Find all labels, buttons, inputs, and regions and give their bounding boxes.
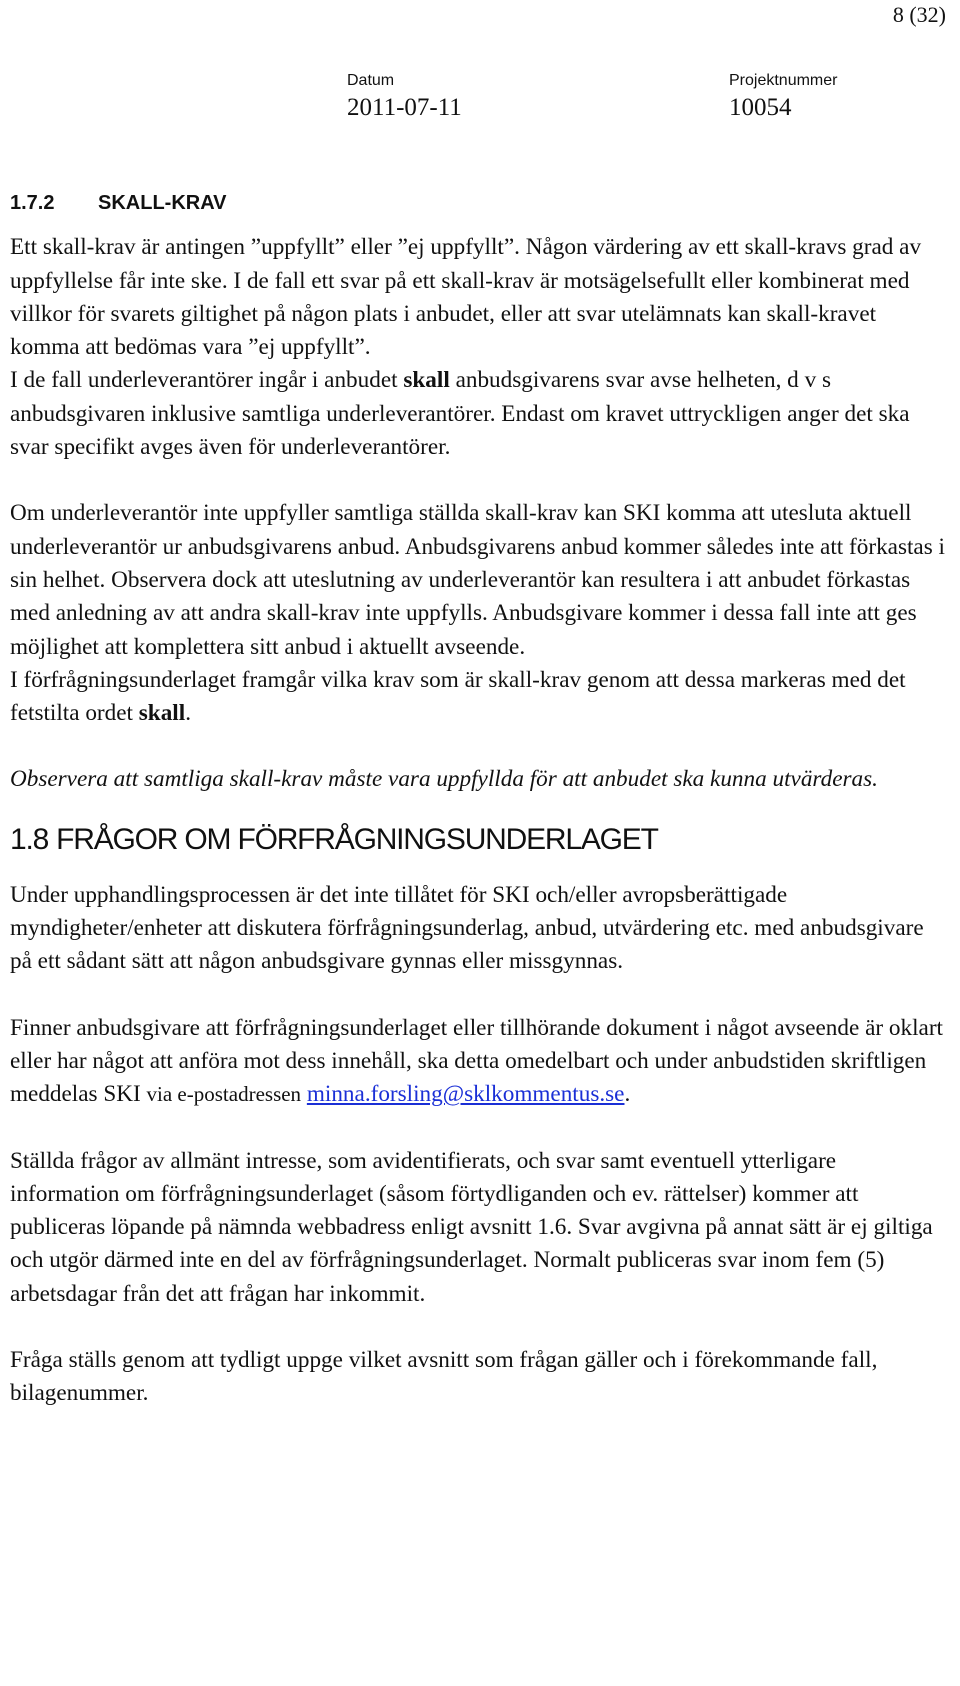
email-link[interactable]: minna.forsling@sklkommentus.se bbox=[306, 1081, 625, 1108]
project-number-value: 10054 bbox=[729, 94, 792, 121]
italic-note: Observera att samtliga skall-krav måste vara uppfyllda för att anbudet ska kunna utvärderas. bbox=[10, 766, 878, 793]
paragraph-text: anbudsgivarens svar avse helheten, d v s anbudsgivaren inklusive samtliga underleverantörer. Endast om kravet uttryckligen anger det ska svar specifikt avges även för underleverantörer. bbox=[10, 367, 910, 461]
paragraph-text: I förfrågningsunderlaget framgår vilka krav som är skall-krav genom att dessa markeras med det fetstilta ordet bbox=[10, 666, 906, 727]
section-heading-fragor bbox=[10, 821, 945, 859]
project-number-block bbox=[729, 72, 837, 122]
document-body bbox=[10, 187, 945, 1411]
bold-keyword: skall bbox=[403, 367, 450, 394]
date-value: 2011-07-11 bbox=[347, 94, 462, 121]
paragraph: Om underleverantör inte uppfyller samtliga ställda skall-krav kan SKI komma att utesluta aktuell underleverantör ur anbudsgivarens anbud. Anbudsgivarens anbud kommer således inte att förkastas i sin helhet. Observera dock att uteslutning av underleverantör kan resultera i att anbudet förkastas med anledning av att andra skall-krav inte uppfylls. Anbudsgivare kommer i dessa fall inte att ges möjlighet att komplettera sitt anbud i aktuellt avseende. bbox=[10, 500, 945, 660]
paragraph bbox=[10, 364, 945, 464]
paragraph: Ställda frågor av allmänt intresse, som avidentifierats, och svar samt eventuell ytterligare information om förfrågningsunderlaget (såsom förtydliganden och ev. rättelser) kommer att publiceras löpande på nämnda webbadress enligt avsnitt 1.6. Svar avgivna på annat sätt är ej giltiga och utgör därmed inte en del av förfrågningsunderlaget. Normalt publiceras svar inom fem (5) arbetsdagar från det att frågan har inkommit. bbox=[10, 1147, 933, 1307]
date-label: Datum bbox=[347, 72, 395, 89]
paragraph bbox=[10, 664, 945, 731]
bold-keyword: skall bbox=[138, 700, 186, 727]
paragraph: Ett skall-krav är antingen ”uppfyllt” eller ”ej uppfyllt”. Någon värdering av ett skall-kravs grad av uppfyllelse får inte ske. I de fall ett svar på ett skall-krav är motsägelsefullt eller kombinerat med villkor för svarets giltighet på någon plats i anbudet, eller att svar utelämnats kan skall-kravet komma att bedömas vara ”ej uppfyllt”. bbox=[10, 234, 922, 361]
date-block bbox=[347, 72, 462, 122]
section-number: 1.8 bbox=[10, 822, 49, 856]
section-heading-skall-krav bbox=[10, 187, 945, 220]
paragraph-text: Finner anbudsgivare att förfrågningsunderlaget eller tillhörande dokument i något avseende är oklart eller har något att anföra mot dess innehåll, ska detta omedelbart och under anbudstiden skriftligen meddelas SKI bbox=[10, 1014, 943, 1108]
paragraph bbox=[10, 1012, 945, 1112]
page-number: 8 (32) bbox=[892, 2, 946, 27]
paragraph: Under upphandlingsprocessen är det inte tillåtet för SKI och/eller avropsberättigade myndigheter/enheter att diskutera förfrågningsunderlag, anbud, utvärdering etc. med anbudsgivare på ett sådant sätt att någon anbudsgivare gynnas eller missgynnas. bbox=[10, 881, 924, 975]
project-number-label: Projektnummer bbox=[729, 72, 838, 89]
section-title: FRÅGOR OM FÖRFRÅGNINGSUNDERLAGET bbox=[56, 822, 658, 856]
paragraph-text: . bbox=[624, 1081, 631, 1108]
paragraph-text: . bbox=[185, 700, 191, 727]
section-title: SKALL-KRAV bbox=[98, 192, 227, 214]
section-number: 1.7.2 bbox=[10, 192, 55, 214]
paragraph-text: via e-postadressen bbox=[146, 1082, 302, 1107]
paragraph: Fråga ställs genom att tydligt uppge vilket avsnitt som frågan gäller och i förekommande fall, bilagenummer. bbox=[10, 1347, 878, 1407]
paragraph-text: I de fall underleverantörer ingår i anbudet bbox=[10, 367, 404, 394]
